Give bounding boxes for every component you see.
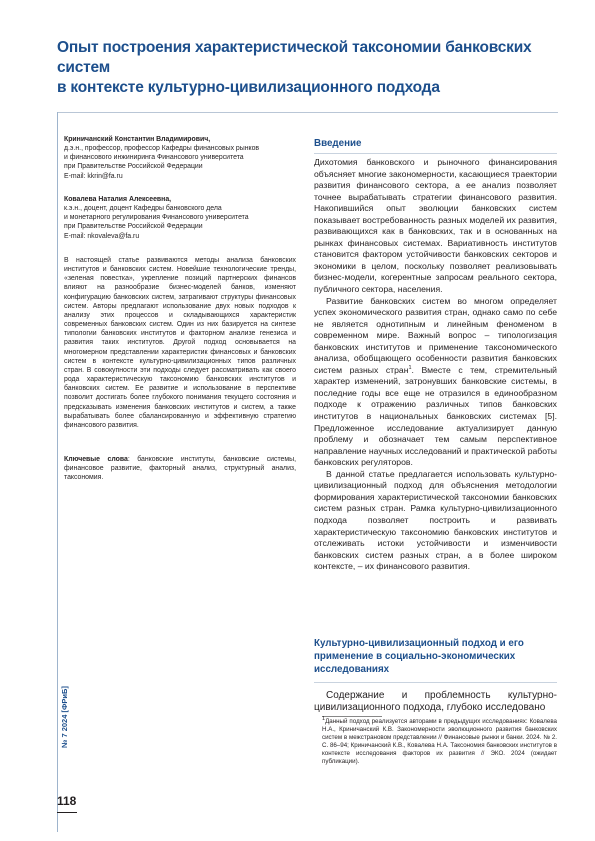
keywords-text: : банковские институты, банковские системы, финансовое развитие, факторный анализ, структурный анализ, таксономия. (64, 456, 296, 482)
section-divider (314, 682, 557, 683)
keywords-label: Ключевые слова (64, 456, 128, 463)
title-divider (58, 112, 558, 113)
section-heading-line: применение в социально-экономических (314, 651, 516, 662)
author-affiliation-line: д.э.н., профессор, профессор Кафедры финансовых рынков (64, 145, 260, 153)
author-name: Криничанский Константин Владимирович, (64, 136, 211, 143)
section-heading-intro: Введение (314, 138, 362, 149)
section-divider (314, 153, 557, 154)
article-title-line-1: Опыт построения характеристической таксономии банковских систем (57, 39, 532, 76)
abstract (64, 256, 296, 430)
article-title (57, 38, 557, 98)
footnote (322, 715, 557, 767)
author-email: E-mail: kkrin@fa.ru (64, 172, 123, 180)
author-affiliation-line: и монетарного регулирования Финансового университета (64, 214, 249, 222)
author-name: Ковалева Наталия Алексеевна, (64, 196, 172, 203)
author-block-1 (64, 135, 296, 181)
paragraph (314, 296, 557, 469)
section-2-body (314, 690, 557, 715)
footnote-divider (322, 716, 382, 717)
section-heading-line: Культурно-цивилизационный подход и его (314, 638, 524, 649)
paragraph: В данной статье предлагается использовать культурно-цивилизационный подход для объяснения методологии формирования характеристической таксономии банковских систем разных стран. Рамка культурно-цивилизационного подхода позволяет построить и развивать характеристическую таксономию банковских институтов и отслеживать истоки устойчивости и изменчивости банковских систем разных стран, а в более широком контексте, – их финансового развития. (314, 468, 557, 572)
paragraph: Дихотомия банковского и рыночного финансирования объясняет многие закономерности, касающиеся траектории развития финансового сектора, а ее анализ позволяет точнее вырабатывать стратегии финансового развития. Накопившийся опыт эволюции банковских систем показывает востребованность разных моделей их развития, развивающихся как в банковских, так и в основанных на рынках финансовых системах. Вариативность институтов становится фактором устойчивости банковских секторов и экономики в целом, поскольку позволяет реализовывать бизнес-модели, когерентные запросам реального сектора, публичного сектора, населения. (314, 157, 557, 295)
page-number-underline (57, 812, 77, 813)
paragraph: Содержание и проблемность культурно-цивилизационного подхода, глубоко исследовано (314, 690, 557, 714)
article-title-line-2: в контексте культурно-цивилизационного подхода (57, 79, 440, 96)
section-heading-line: исследованиях (314, 664, 390, 675)
author-block-2 (64, 195, 296, 241)
author-affiliation-line: при Правительстве Российской Федерации (64, 163, 203, 171)
intro-body (314, 157, 557, 573)
author-affiliation-line: при Правительстве Российской Федерации (64, 223, 203, 231)
page-number: 118 (57, 794, 77, 808)
author-affiliation-line: к.э.н., доцент, доцент Кафедры банковского дела (64, 205, 222, 213)
author-affiliation-line: и финансового инжиниринга Финансового университета (64, 154, 244, 162)
left-margin-rule (57, 112, 58, 832)
paragraph-text: . Вместе с тем, стремительный характер изменений, затронувших банковские системы, в последние годы все еще не отразился в единообразном подходе к отражению различных типов банковских институтов в национальных банковских системах [5]. Предложенное исследование актуализирует данную проблему и обозначает тем самым перспективное направление научных исследований и практической работы банковских регуляторов. (314, 364, 557, 468)
section-heading-2 (314, 637, 524, 676)
journal-issue-tag: № 7 2024 [ФРиБ] (60, 686, 69, 748)
footnote-text: Данный подход реализуется авторами в предыдущих исследованиях: Ковалева Н.А., Криничанский К.В. Закономерности эволюционного развития банковских систем в межстрановом представлении // Финансовые рынки и банки. 2024. № 2. С. 86–94; Криничанский К.В., Ковалева Н.А. Таксономия банковских институтов в контексте исследования факторов их развития // ЭКО. 2024 (ожидает публикации). (322, 718, 557, 766)
footnote-ref: 1 (408, 364, 412, 371)
abstract-text: В настоящей статье развиваются методы анализа банковских институтов и банковских систем. Новейшие технологические тренды, «зеленая повестка», укрепление позиций партнерских финансов влияют на разнообразие бизнес-моделей банков, изменяют конфигурацию банковских систем, затрагивают структуры финансовых систем. Авторы предлагают использование двух новых подходов к анализу этих процессов и складывающихся характеристик современных банковских систем. Один из них базируется на синтезе типологии банковских институтов и факторном анализе генезиса и развития таких институтов. Другой подход основывается на многомерном представлении характеристик финансовых и банковских систем в контексте культурно-цивилизационных типов различных стран. В совокупности эти подходы следует рассматривать как своего рода характеристическую таксономию банковских институтов и банковских систем. Ее развитие и использование в перспективе позволит достигать более глубокого понимания текущего состояния и предсказывать изменения банковских институтов и систем, а также вырабатывать более сбалансированную и эффективную стратегию финансового развития. (64, 257, 296, 429)
footnote-mark: 1 (322, 715, 326, 722)
keywords (64, 455, 296, 482)
author-email: E-mail: nkovaleva@fa.ru (64, 232, 140, 240)
paragraph-text: Развитие банковских систем во многом определяет успех экономического развития стран, однако само по себе не является однотипным и линейным феноменом в современном мире. Важный вопрос – типологизация банковских институтов и применение таксономического анализа, обобщающего особенности развития банковских систем разных стран (314, 295, 557, 375)
